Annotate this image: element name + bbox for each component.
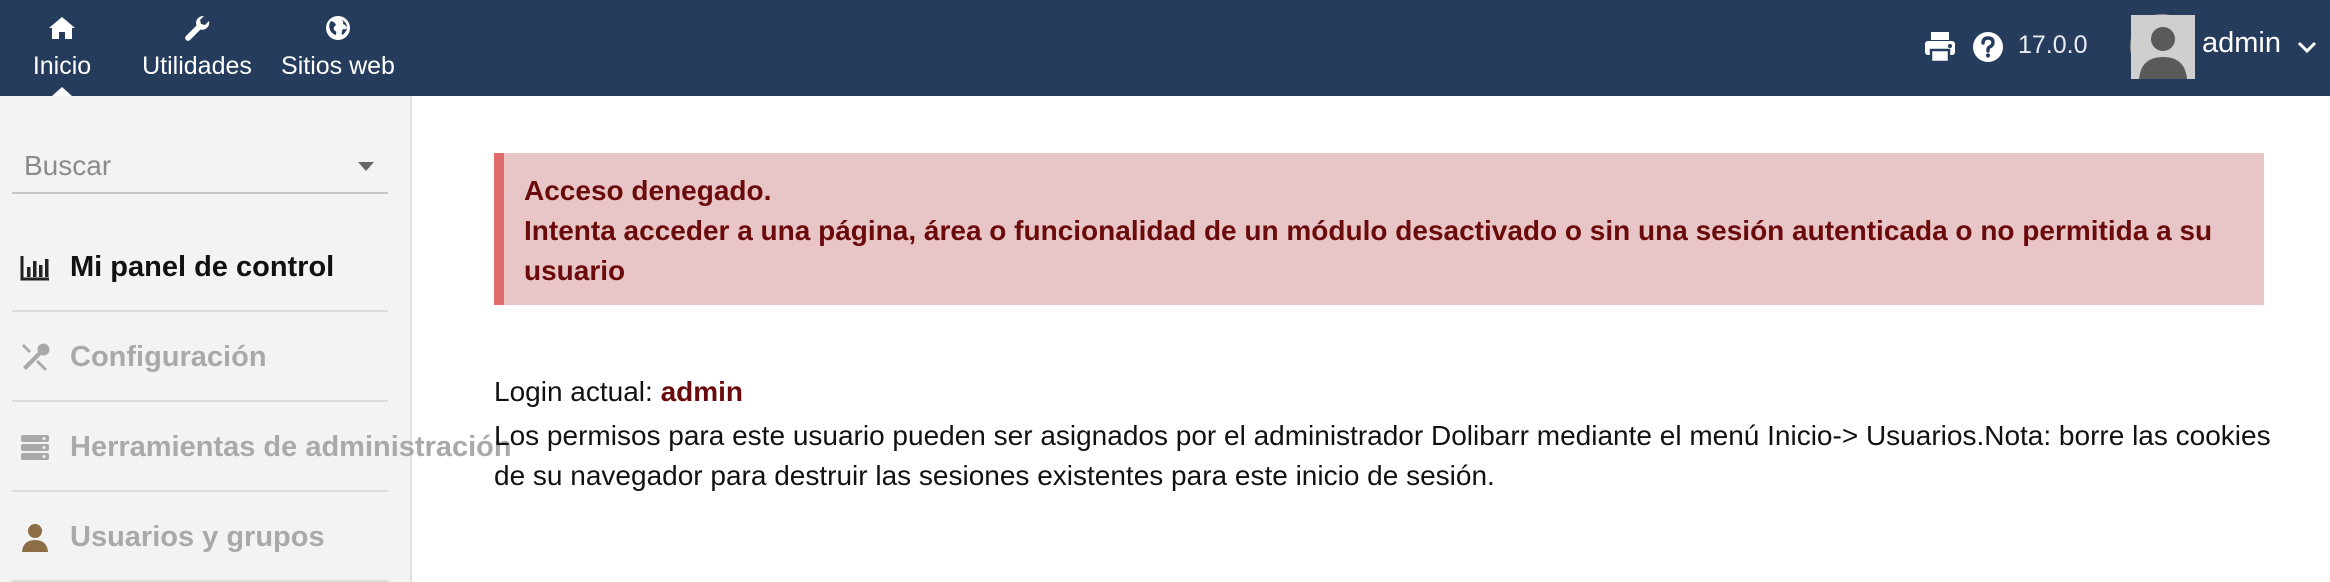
sidebar-item-label: Configuración	[70, 340, 267, 373]
nav-item-inicio[interactable]	[20, 0, 104, 96]
left-sidebar	[0, 96, 512, 582]
permissions-note: Los permisos para este usuario pueden ser asignados por el administrador Dolibarr mediante el menú Inicio-> Usuarios.Nota: borre las cookies de su navegador para destruir las sesiones existentes para este inicio de sesión.	[494, 420, 2271, 491]
error-message: Intenta acceder a una página, área o funcionalidad de un módulo desactivado o sin una sesión autenticada o no permitida a su usuario	[524, 215, 2213, 286]
sidebar-item-usuarios[interactable]	[12, 494, 388, 582]
nav-label-inicio: Inicio	[32, 52, 92, 80]
globe-icon	[322, 12, 354, 44]
server-icon	[18, 430, 52, 464]
sidebar-item-label: Usuarios y grupos	[70, 520, 325, 553]
top-navigation-bar	[0, 0, 2330, 96]
login-label: Login actual:	[494, 376, 653, 407]
sidebar-item-dashboard[interactable]	[12, 224, 388, 312]
login-user: admin	[660, 376, 744, 407]
print-icon[interactable]	[1922, 29, 1958, 65]
nav-item-sitios-web[interactable]	[273, 0, 403, 96]
sidebar-item-label: Herramientas de administración	[70, 430, 512, 463]
sidebar-item-label: Mi panel de control	[70, 250, 335, 283]
search-select[interactable]	[12, 144, 388, 194]
help-icon[interactable]	[1970, 29, 2006, 65]
active-indicator	[52, 87, 72, 96]
wrench-icon	[181, 12, 213, 44]
access-denied-alert	[494, 153, 2264, 305]
current-login	[494, 376, 743, 408]
user-icon	[18, 520, 52, 554]
sidebar-item-configuracion[interactable]	[12, 314, 388, 402]
avatar[interactable]	[2130, 14, 2194, 78]
nav-label-sitios-web: Sitios web	[281, 52, 395, 80]
sidebar-item-herramientas[interactable]	[12, 404, 512, 492]
tools-icon	[18, 340, 52, 374]
current-user-name[interactable]: admin	[2202, 27, 2281, 59]
chevron-down-icon[interactable]	[2296, 36, 2318, 58]
nav-label-utilidades: Utilidades	[142, 52, 252, 80]
user-silhouette-icon	[2131, 15, 2195, 79]
home-icon	[46, 12, 78, 44]
app-version: 17.0.0	[2018, 31, 2088, 59]
nav-item-utilidades[interactable]	[135, 0, 259, 96]
error-title: Acceso denegado.	[524, 175, 772, 206]
search-placeholder: Buscar	[24, 150, 112, 181]
dropdown-caret-icon	[358, 162, 374, 171]
bar-chart-icon	[18, 250, 52, 284]
